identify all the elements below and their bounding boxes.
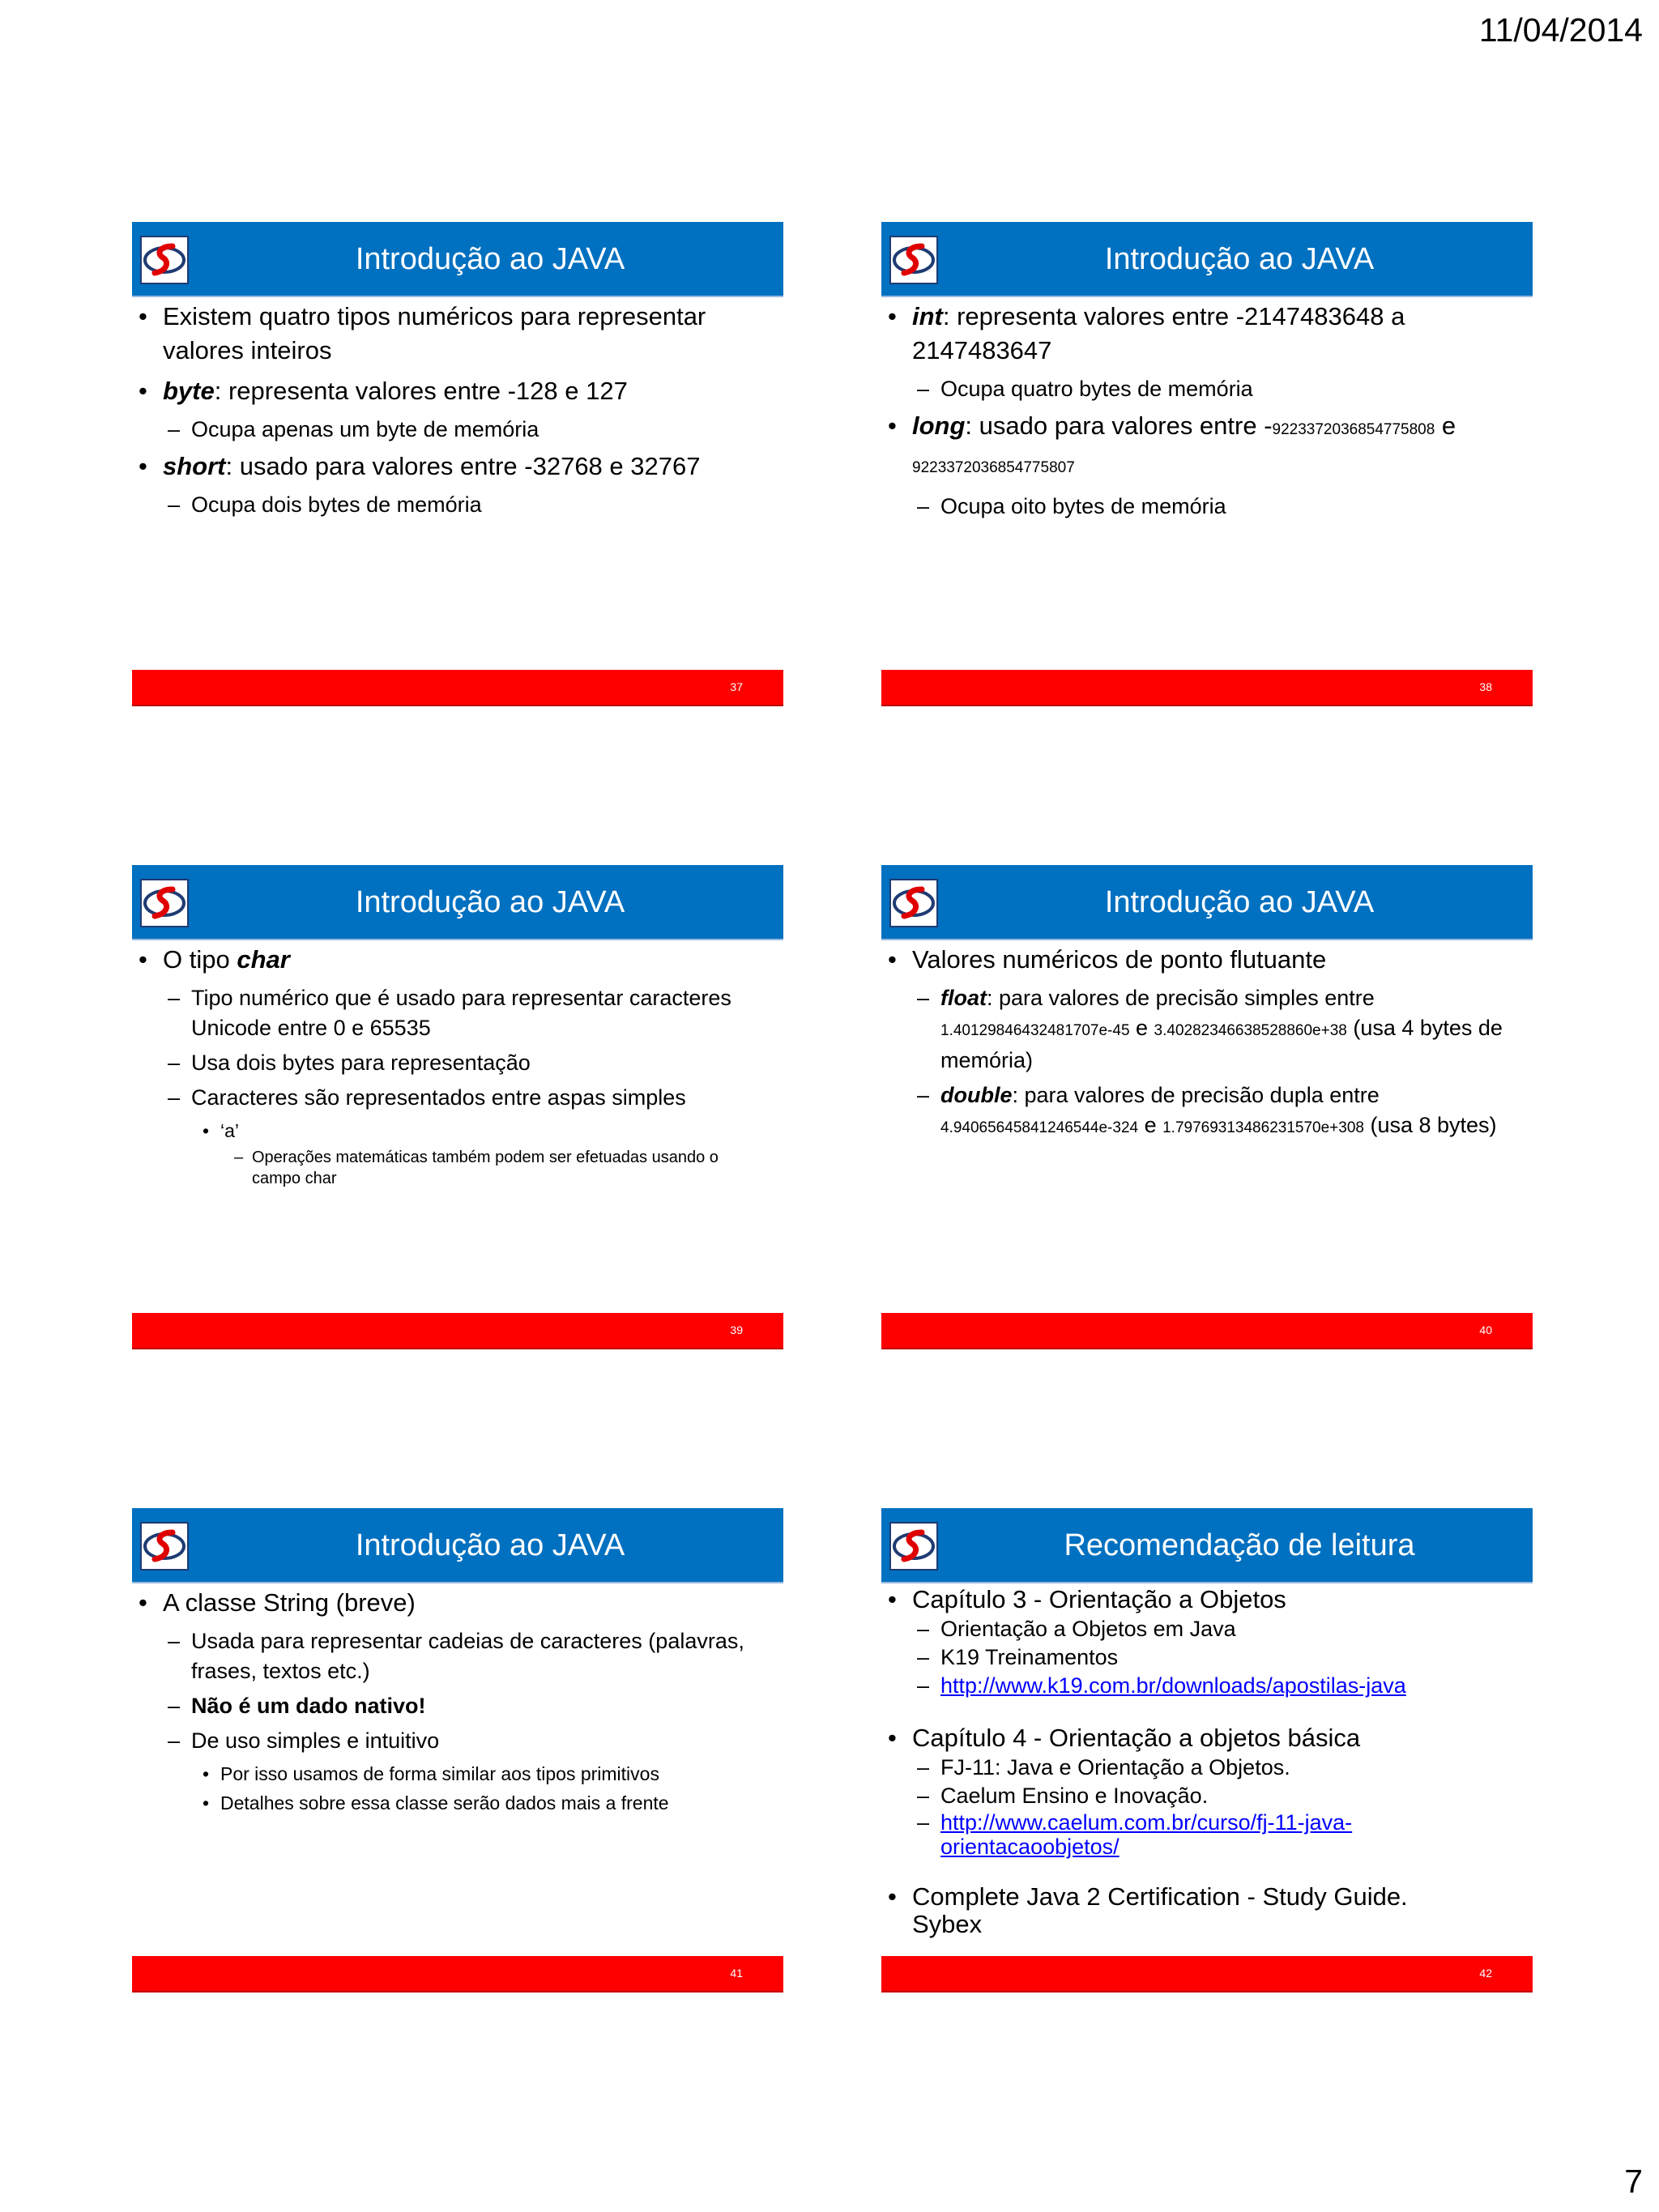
slide-number: 39 [730, 1323, 743, 1336]
bullet: • A classe String (breve) [132, 1586, 731, 1620]
bullet: • byte: representa valores entre -128 e 127 [132, 374, 731, 408]
sub-bullet: – Orientação a Objetos em Java [881, 1615, 1521, 1643]
slide-42 [881, 1508, 1533, 1994]
sub-bullet: – float: para valores de precisão simples entre 1.40129846432481707e-45 e 3.40282346638528860e+38 (usa 4 bytes de memória) [881, 983, 1521, 1076]
slide-header [132, 1508, 783, 1583]
slide-number: 40 [1479, 1323, 1492, 1336]
slide-39 [132, 865, 783, 1351]
slide-body [132, 943, 783, 1189]
slide-40 [881, 865, 1533, 1351]
bullet: • long: usado para valores entre -9223372036854775808 e 9223372036854775807 [881, 409, 1481, 485]
slide-title: Introdução ao JAVA [355, 1528, 625, 1562]
sub-sub-bullet: • ‘a’ [132, 1118, 783, 1144]
slide-header [881, 865, 1533, 940]
slide-title: Introdução ao JAVA [1104, 885, 1375, 919]
bullet: • short: usado para valores entre -32768 e 32767 [132, 450, 731, 484]
slide-footer [132, 1313, 783, 1349]
slide-body [881, 300, 1533, 526]
logo-icon [140, 236, 189, 284]
slide-title: Introdução ao JAVA [1104, 242, 1375, 276]
sub-bullet [881, 1810, 1400, 1859]
slide-37 [132, 222, 783, 708]
logo-icon [889, 236, 938, 284]
bullet: • Capítulo 3 - Orientação a Objetos [881, 1586, 1481, 1613]
slide-number: 41 [730, 1967, 743, 1980]
slide-38 [881, 222, 1533, 708]
bullet: • Valores numéricos de ponto flutuante [881, 943, 1481, 977]
logo-icon [140, 1522, 189, 1571]
sub-bullet: – Caracteres são representados entre aspas simples [132, 1083, 772, 1113]
bullet: • int: representa valores entre -2147483648 a 2147483647 [881, 300, 1481, 368]
slide-41 [132, 1508, 783, 1994]
level-4-bullet: – Operações matemáticas também podem ser efetuadas usando o campo char [132, 1147, 748, 1189]
sub-bullet: – Ocupa apenas um byte de memória [132, 415, 772, 445]
slide-footer [132, 670, 783, 706]
sub-bullet: – Usada para representar cadeias de caracteres (palavras, frases, textos etc.) [132, 1626, 772, 1686]
sub-bullet: – Não é um dado nativo! [132, 1691, 772, 1721]
slide-title: Introdução ao JAVA [355, 242, 625, 276]
slide-number: 37 [730, 680, 743, 693]
bullet: • Capítulo 4 - Orientação a objetos básica [881, 1724, 1481, 1752]
sub-bullet: – Ocupa oito bytes de memória [881, 492, 1521, 522]
slide-number: 38 [1479, 680, 1492, 693]
bullet: • O tipo char [132, 943, 731, 977]
slide-header [132, 865, 783, 940]
k19-link[interactable]: http://www.k19.com.br/downloads/apostilas-java [940, 1673, 1406, 1698]
slide-header [132, 222, 783, 297]
sub-bullet: – K19 Treinamentos [881, 1643, 1521, 1672]
slide-number: 42 [1479, 1967, 1492, 1980]
caelum-link[interactable]: http://www.caelum.com.br/curso/fj-11-java-orientacaoobjetos/ [940, 1810, 1353, 1859]
page-number: 7 [1624, 2163, 1643, 2200]
sub-bullet: – Caelum Ensino e Inovação. [881, 1782, 1521, 1810]
slide-title: Recomendação de leitura [1064, 1528, 1415, 1562]
logo-icon [889, 879, 938, 927]
slide-header [881, 1508, 1533, 1583]
bullet: • Complete Java 2 Certification - Study Guide. Sybex [881, 1883, 1432, 1938]
sub-bullet: – double: para valores de precisão dupla entre 4.94065645841246544e-324 e 1.79769313486231570e+308 (usa 8 bytes) [881, 1080, 1521, 1143]
slide-footer [132, 1956, 783, 1993]
slide-footer [881, 1313, 1533, 1349]
sub-sub-bullet: • Detalhes sobre essa classe serão dados mais a frente [132, 1790, 783, 1816]
sub-bullet: – Tipo numérico que é usado para representar caracteres Unicode entre 0 e 65535 [132, 983, 772, 1043]
sub-sub-bullet: • Por isso usamos de forma similar aos tipos primitivos [132, 1761, 783, 1787]
slide-title: Introdução ao JAVA [355, 885, 625, 919]
logo-icon [889, 1522, 938, 1571]
slide-header [881, 222, 1533, 297]
sub-bullet [881, 1672, 1521, 1700]
logo-icon [140, 879, 189, 927]
sub-bullet: – Ocupa quatro bytes de memória [881, 374, 1521, 404]
sub-bullet: – Usa dois bytes para representação [132, 1048, 772, 1078]
sub-bullet: – De uso simples e intuitivo [132, 1726, 772, 1756]
slide-footer [881, 1956, 1533, 1993]
slide-footer [881, 670, 1533, 706]
page-date: 11/04/2014 [1478, 11, 1643, 49]
slide-body [132, 1586, 783, 1819]
slide-body [881, 943, 1533, 1148]
slide-body [132, 300, 783, 525]
bullet: • Existem quatro tipos numéricos para representar valores inteiros [132, 300, 731, 368]
sub-bullet: – Ocupa dois bytes de memória [132, 490, 772, 520]
slide-body [881, 1586, 1533, 1940]
sub-bullet: – FJ-11: Java e Orientação a Objetos. [881, 1754, 1521, 1782]
